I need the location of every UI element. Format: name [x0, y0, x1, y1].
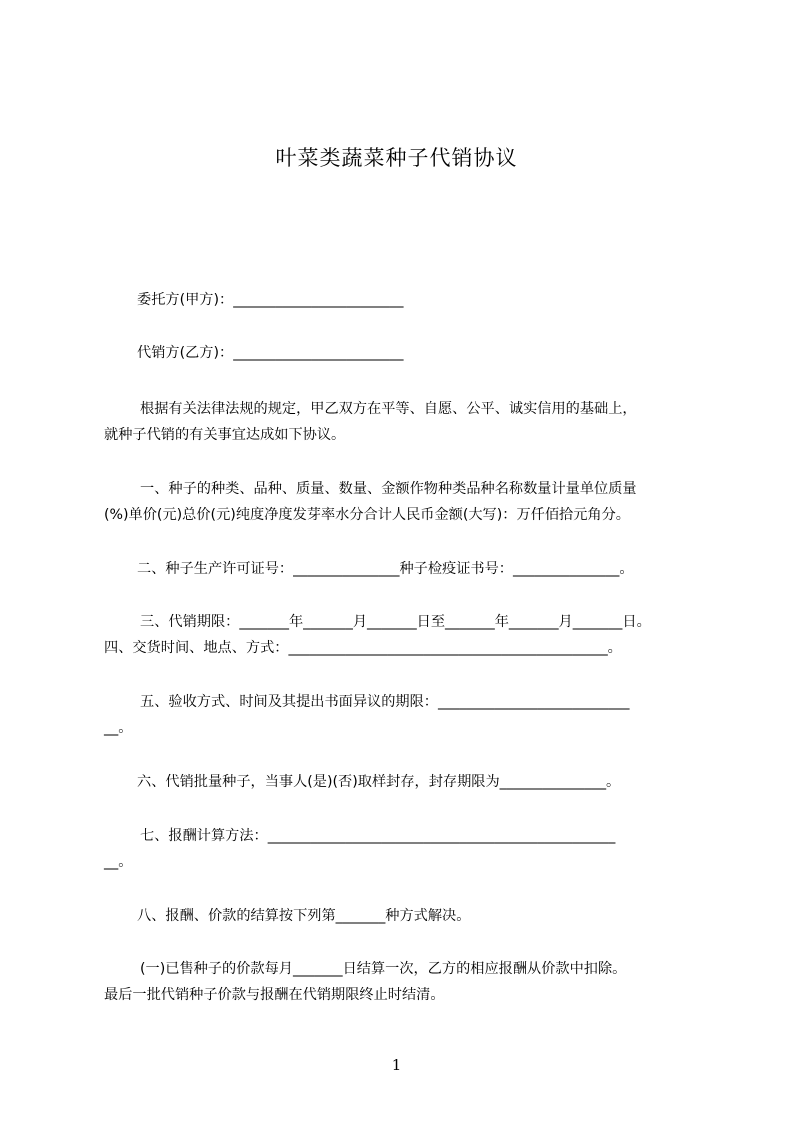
intro-line-1: 根据有关法律法规的规定，甲乙双方在平等、自愿、公平、诚实信用的基础上， — [140, 401, 637, 417]
section-1-line-1: 一、种子的种类、品种、质量、数量、金额作物种类品种名称数量计量单位质量 — [140, 481, 637, 497]
section-4-line: 四、交货时间、地点、方式：_____________________________________________。 — [104, 640, 622, 656]
section-8a-line-1: (一)已售种子的价款每月_______日结算一次，乙方的相应报酬从价款中扣除。 — [140, 961, 627, 977]
section-5-line-1: 五、验收方式、时间及其提出书面异议的期限：___________________________ — [140, 694, 630, 710]
section-2-line: 二、种子生产许可证号：_______________种子检疫证书号：_______________。 — [137, 561, 634, 577]
section-8a-line-2: 最后一批代销种子价款与报酬在代销期限终止时结清。 — [104, 987, 445, 1003]
page-number: 1 — [391, 1056, 402, 1074]
section-5-line-2: __。 — [104, 720, 133, 736]
section-6-line: 六、代销批量种子，当事人(是)(否)取样封存，封存期限为_______________。 — [137, 774, 621, 790]
party-a-line: 委托方(甲方)：________________________ — [137, 292, 404, 308]
section-3-line: 三、代销期限：_______年_______月_______日至_______年_______月_______日。 — [140, 614, 651, 630]
section-7-line-2: __。 — [104, 854, 133, 870]
section-7-line-1: 七、报酬计算方法：_________________________________________________ — [140, 828, 616, 844]
section-1-line-2: (%)单价(元)总价(元)纯度净度发芽率水分合计人民币金额(大写)：万仟佰拾元角分。 — [104, 507, 630, 523]
section-8-line: 八、报酬、价款的结算按下列第_______种方式解决。 — [137, 908, 471, 924]
intro-line-2: 就种子代销的有关事宜达成如下协议。 — [104, 427, 346, 443]
page-title: 叶菜类蔬菜种子代销协议 — [275, 146, 518, 170]
party-b-line: 代销方(乙方)：________________________ — [137, 345, 404, 361]
